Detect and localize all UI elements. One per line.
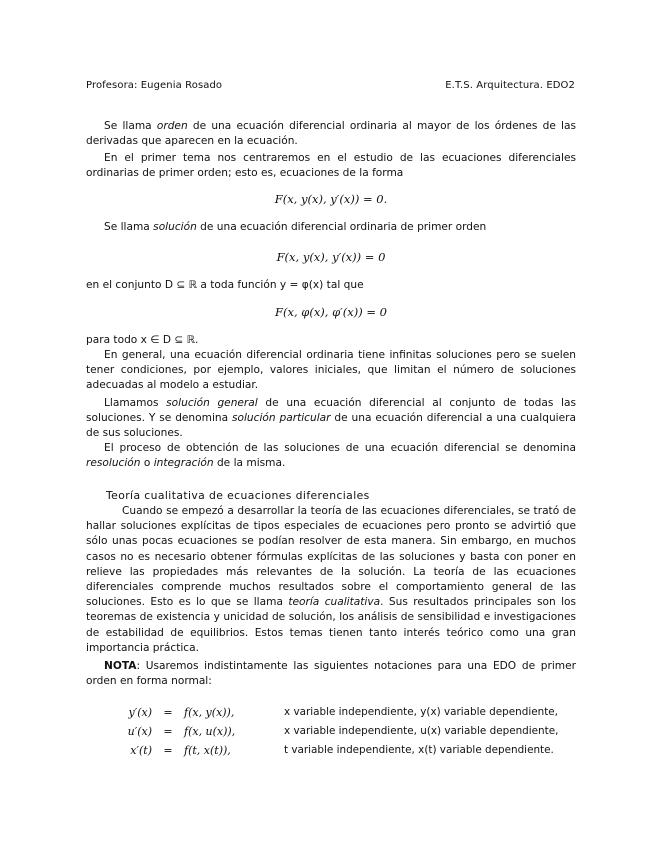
paragraph-infinitas-soluciones: En general, una ecuación diferencial ordinaria tiene infinitas soluciones pero se suelen tener condiciones, por ejemplo, valores iniciales, que limitan el número de soluciones adecuadas al modelo a estudiar. — [86, 349, 576, 392]
paragraph-solucion-general: Llamamos solución general de una ecuación diferencial al conjunto de todas las soluciones. Y se denomina solución particular de una ecuación diferencial a una cualquiera de sus soluciones. — [86, 397, 577, 440]
term-integracion: integración — [153, 457, 214, 470]
term-resolucion: resolución — [86, 457, 141, 470]
equation-first-order: F(x, y(x), y′(x)) = 0 — [276, 250, 386, 264]
term-solucion-particular: solución particular — [231, 412, 331, 425]
paragraph-nota: NOTA: Usaremos indistintamente las siguientes notaciones para una EDO de primer orden en forma normal: — [86, 660, 576, 688]
paragraph-solucion: Se llama solución de una ecuación diferencial ordinaria de primer orden — [104, 221, 487, 233]
notation-row: x′(t) = f(t, x(t)), t variable independiente, x(t) variable dependiente. — [130, 744, 554, 757]
term-teoria-cualitativa: teoría cualitativa — [288, 596, 381, 609]
section-title: Teoría cualitativa de ecuaciones diferenciales — [106, 489, 370, 502]
term-solucion-general: solución general — [166, 397, 258, 409]
paragraph-teoria-cualitativa: Cuando se empezó a desarrollar la teoría de las ecuaciones diferenciales, se trató de hallar soluciones explícitas de tipos especiales de ecuaciones pero pronto se advirtió que sólo unas pocas ecuaciones se podían resolver de esta manera. Sin embargo, en muchos casos no es necesario obtener fórmulas explícitas de las soluciones y basta con poner en relieve las propiedades más relevantes de la solución. La teoría de las ecuaciones diferenciales comprende muchos resultados sobre el comportamiento general de las soluciones. Esto es lo que se llama teoría cualitativa. Sus resultados principales son los teoremas de existencia y unicidad de solución, los análisis de sensibilidad e investigaciones de estabilidad de equilibrios. Estos temas tienen tanto interés teórico como una gran importancia práctica. — [86, 505, 577, 654]
notation-row: y′(x) = f(x, y(x)), x variable independiente, y(x) variable dependiente, — [128, 706, 558, 719]
notation-row: u′(x) = f(x, u(x)), x variable independiente, u(x) variable dependiente, — [127, 725, 559, 738]
paragraph-resolucion: El proceso de obtención de las soluciones de una ecuación diferencial se denomina resolución o integración de la misma. — [86, 442, 576, 470]
paragraph-para-todo: para todo x ∈ D ⊆ ℝ. — [86, 334, 199, 346]
paragraph-conjunto: en el conjunto D ⊆ ℝ a toda función y = φ(x) tal que — [86, 279, 364, 291]
equation-solution-condition: F(x, φ(x), φ′(x)) = 0 — [275, 305, 387, 319]
paragraph-orden: Se llama orden de una ecuación diferencial ordinaria al mayor de los órdenes de las derivadas que aparecen en la ecuación. — [86, 120, 577, 148]
header-author: Profesora: Eugenia Rosado — [86, 80, 223, 91]
nota-label: NOTA — [104, 660, 137, 672]
term-solucion: solución — [153, 221, 197, 233]
paragraph-primer-orden: En el primer tema nos centraremos en el estudio de las ecuaciones diferenciales ordinarias de primer orden; esto es, ecuaciones de la forma — [86, 152, 576, 180]
term-orden: orden — [156, 120, 188, 132]
equation-general-form: F(x, y(x), y′(x)) = 0. — [274, 192, 388, 206]
notation-equations — [104, 703, 574, 760]
header-course: E.T.S. Arquitectura. EDO2 — [445, 80, 575, 91]
